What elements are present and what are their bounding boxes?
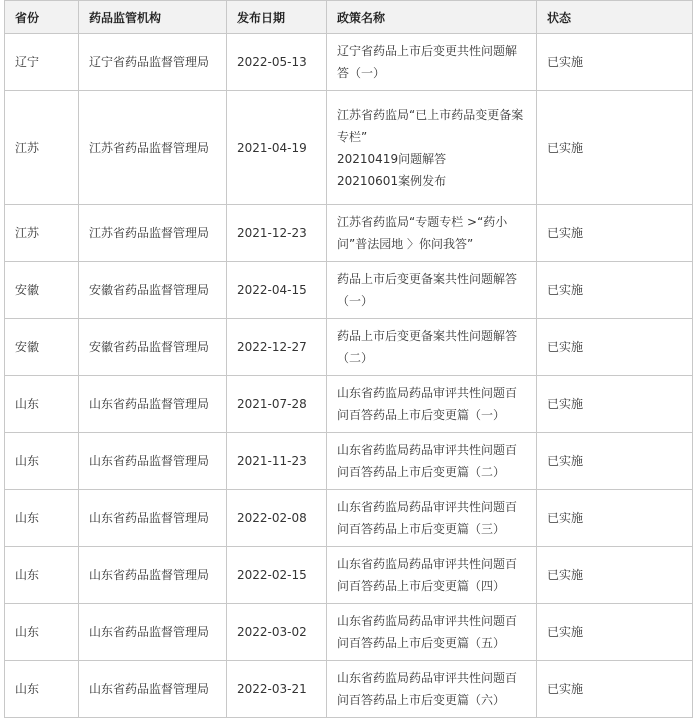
cell-status: 已实施: [537, 205, 693, 262]
cell-policy: [327, 262, 537, 319]
table-row: [5, 91, 693, 205]
cell-policy: [327, 547, 537, 604]
cell-agency: 山东省药品监督管理局: [79, 547, 227, 604]
cell-date: 2021-04-19: [227, 91, 327, 205]
cell-province: 山东: [5, 433, 79, 490]
cell-date: 2022-02-15: [227, 547, 327, 604]
cell-province: 安徽: [5, 319, 79, 376]
policy-line: 20210419问题解答: [337, 151, 447, 166]
cell-policy: [327, 433, 537, 490]
cell-status: 已实施: [537, 376, 693, 433]
table-header: [5, 1, 693, 34]
cell-date: 2022-04-15: [227, 262, 327, 319]
cell-date: 2021-07-28: [227, 376, 327, 433]
cell-status: 已实施: [537, 262, 693, 319]
cell-agency: 山东省药品监督管理局: [79, 490, 227, 547]
cell-status: 已实施: [537, 661, 693, 718]
cell-agency: 山东省药品监督管理局: [79, 661, 227, 718]
cell-status: 已实施: [537, 547, 693, 604]
table-row: [5, 547, 693, 604]
header-province: 省份: [5, 1, 79, 34]
cell-province: 山东: [5, 604, 79, 661]
cell-province: 安徽: [5, 262, 79, 319]
cell-agency: 山东省药品监督管理局: [79, 376, 227, 433]
cell-province: 山东: [5, 490, 79, 547]
cell-policy: [327, 34, 537, 91]
policy-line: 山东省药监局药品审评共性问题百问百答药品上市后变更篇（五）: [337, 614, 518, 650]
cell-date: 2021-11-23: [227, 433, 327, 490]
cell-status: 已实施: [537, 433, 693, 490]
cell-policy: [327, 490, 537, 547]
policy-line: 辽宁省药品上市后变更共性问题解答（一）: [337, 44, 518, 80]
table-row: [5, 661, 693, 718]
cell-agency: 安徽省药品监督管理局: [79, 262, 227, 319]
cell-status: 已实施: [537, 319, 693, 376]
header-policy: 政策名称: [327, 1, 537, 34]
cell-province: 山东: [5, 547, 79, 604]
cell-date: 2022-05-13: [227, 34, 327, 91]
cell-policy: [327, 604, 537, 661]
policy-line: 山东省药监局药品审评共性问题百问百答药品上市后变更篇（六）: [337, 671, 518, 707]
table-row: [5, 262, 693, 319]
header-agency: 药品监管机构: [79, 1, 227, 34]
policy-line: 山东省药监局药品审评共性问题百问百答药品上市后变更篇（二）: [337, 443, 518, 479]
cell-date: 2022-02-08: [227, 490, 327, 547]
cell-status: 已实施: [537, 490, 693, 547]
cell-policy: [327, 91, 537, 205]
policy-line: 药品上市后变更备案共性问题解答（一）: [337, 272, 518, 308]
table-row: [5, 376, 693, 433]
cell-date: 2022-03-02: [227, 604, 327, 661]
policy-line: 药品上市后变更备案共性问题解答（二）: [337, 329, 518, 365]
cell-agency: 江苏省药品监督管理局: [79, 91, 227, 205]
cell-agency: 山东省药品监督管理局: [79, 604, 227, 661]
table-row: [5, 319, 693, 376]
cell-date: 2022-12-27: [227, 319, 327, 376]
table-row: [5, 490, 693, 547]
cell-date: 2021-12-23: [227, 205, 327, 262]
cell-date: 2022-03-21: [227, 661, 327, 718]
cell-agency: 江苏省药品监督管理局: [79, 205, 227, 262]
header-date: 发布日期: [227, 1, 327, 34]
cell-province: 山东: [5, 661, 79, 718]
cell-province: 江苏: [5, 91, 79, 205]
cell-agency: 安徽省药品监督管理局: [79, 319, 227, 376]
table-row: [5, 34, 693, 91]
cell-province: 辽宁: [5, 34, 79, 91]
cell-policy: [327, 205, 537, 262]
cell-status: 已实施: [537, 34, 693, 91]
cell-province: 江苏: [5, 205, 79, 262]
table-row: [5, 205, 693, 262]
header-status: 状态: [537, 1, 693, 34]
cell-province: 山东: [5, 376, 79, 433]
policy-table: [4, 0, 693, 718]
cell-policy: [327, 376, 537, 433]
cell-policy: [327, 661, 537, 718]
policy-line: 山东省药监局药品审评共性问题百问百答药品上市后变更篇（三）: [337, 500, 518, 536]
table-body: [5, 34, 693, 718]
cell-agency: 山东省药品监督管理局: [79, 433, 227, 490]
cell-agency: 辽宁省药品监督管理局: [79, 34, 227, 91]
header-row: [5, 1, 693, 34]
table-row: [5, 604, 693, 661]
table-row: [5, 433, 693, 490]
policy-line: 江苏省药监局“专题专栏 >“药小问”普法园地 〉你问我答”: [337, 215, 508, 251]
cell-policy: [327, 319, 537, 376]
policy-line: 江苏省药监局“已上市药品变更备案专栏”: [337, 107, 524, 144]
cell-status: 已实施: [537, 604, 693, 661]
policy-line: 山东省药监局药品审评共性问题百问百答药品上市后变更篇（四）: [337, 557, 518, 593]
cell-status: 已实施: [537, 91, 693, 205]
policy-line: 山东省药监局药品审评共性问题百问百答药品上市后变更篇（一）: [337, 386, 518, 422]
policy-line: 20210601案例发布: [337, 173, 447, 188]
